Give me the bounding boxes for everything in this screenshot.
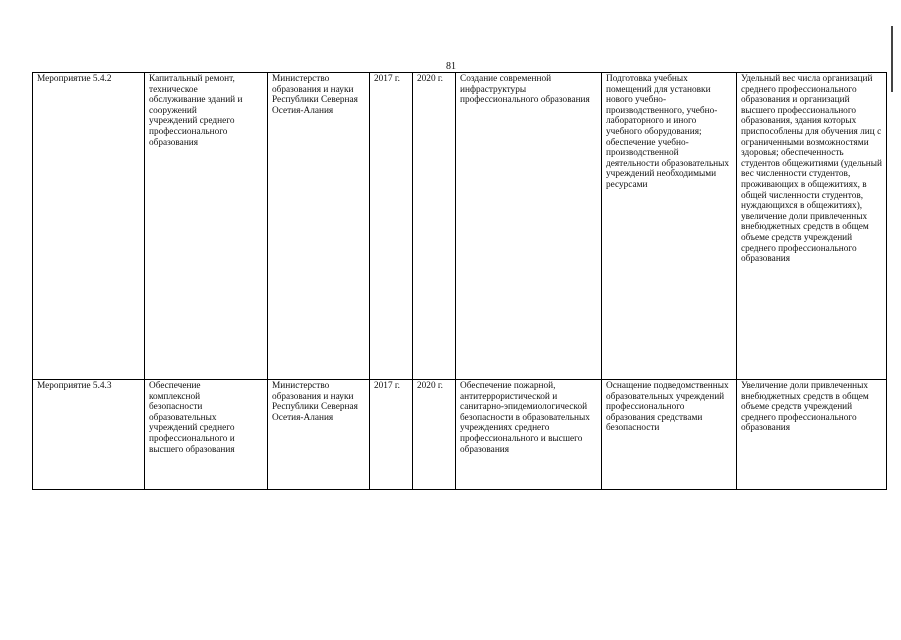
program-activities-table (32, 72, 887, 490)
activity-name-line: учреждений среднего (149, 116, 235, 127)
table-row (33, 73, 887, 380)
table-row (33, 380, 887, 490)
activity-indicators: Удельный вес числа организаций среднего профессионального образования и организаций высшего профессионального образования, здания которых приспособлены для обучения лиц с ограниченными возможностями здоровья; обеспеченность студентов общежитиями (удельный вес численности студентов, проживающих в общежитиях, в общей численности студентов, нуждающихся в общежитиях), увеличение доли привлеченных внебюджетных средств в общем объеме средств учреждений среднего профессионального образования (737, 73, 887, 380)
activity-code: Мероприятие 5.4.3 (33, 380, 145, 490)
activity-indicators: Увеличение доли привлеченных внебюджетных средств в общем объеме средств учреждений среднего профессионального образования (737, 380, 887, 490)
scan-edge-line (891, 26, 893, 92)
activity-name-line: учреждений среднего (149, 423, 235, 434)
page-number: 81 (446, 61, 456, 72)
activity-start-year: 2017 г. (370, 73, 413, 380)
activity-measures: Подготовка учебных помещений для установки нового учебно-производственного, учебно-лабораторного и иного учебного оборудования; обеспечение учебно-производственной деятельности образовательных учреждений необходимыми ресурсами (602, 73, 737, 380)
activity-name-line: профессионального (149, 126, 228, 137)
activity-expected-result: Создание современной инфраструктуры профессионального образования (456, 73, 602, 380)
activity-measures: Оснащение подведомственных образовательных учреждений профессионального образования средствами безопасности (602, 380, 737, 490)
activity-name-line: Обеспечение (149, 381, 201, 391)
activity-end-year: 2020 г. (413, 73, 456, 380)
activity-expected-result: Обеспечение пожарной, антитеррористической и санитарно-эпидемиологической безопасности в образовательных учреждениях среднего профессионального и высшего образования (456, 380, 602, 490)
activity-name-line: образования (149, 137, 199, 148)
activity-name-line: высшего образования (149, 444, 235, 455)
activity-name-line: сооружений (149, 105, 197, 116)
activity-start-year: 2017 г. (370, 380, 413, 490)
activity-name-line: безопасности (149, 402, 203, 413)
activity-name-line: образовательных (149, 412, 217, 423)
activity-name-line: комплексной (149, 391, 201, 402)
activity-end-year: 2020 г. (413, 380, 456, 490)
activity-code: Мероприятие 5.4.2 (33, 73, 145, 380)
activity-name (145, 380, 268, 490)
activity-name-line: обслуживание зданий и (149, 95, 243, 106)
activity-name-line: Капитальный ремонт, (149, 74, 235, 84)
activity-executor: Министерство образования и науки Республики Северная Осетия-Алания (268, 380, 370, 490)
activity-executor: Министерство образования и науки Республики Северная Осетия-Алания (268, 73, 370, 380)
activity-name-line: профессионального и (149, 433, 235, 444)
activity-name (145, 73, 268, 380)
activity-name-line: техническое (149, 84, 198, 95)
